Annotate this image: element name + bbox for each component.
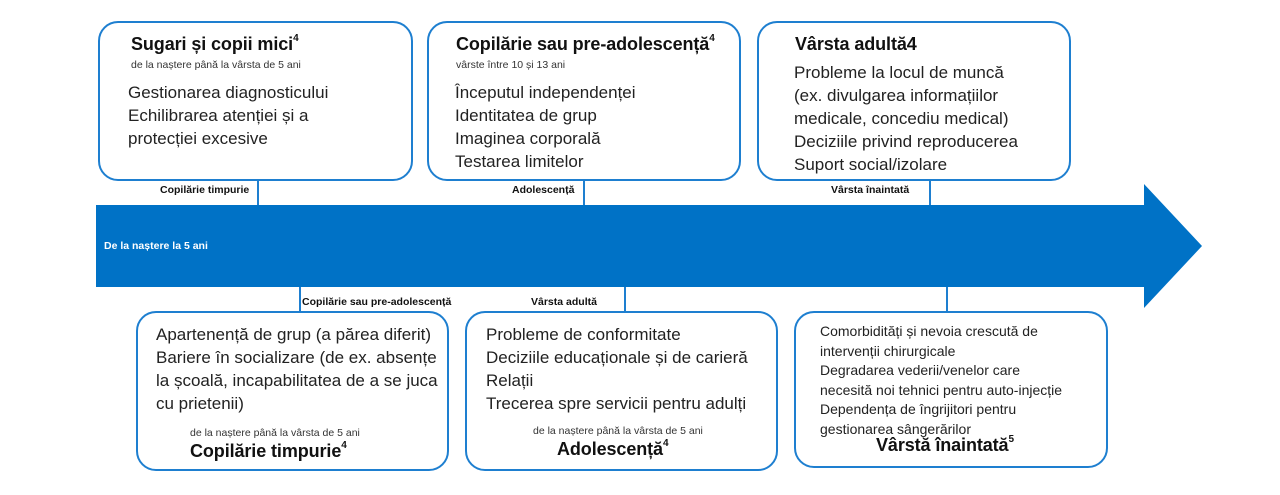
list-item: Testarea limitelor	[455, 152, 584, 171]
box-items	[820, 322, 1062, 439]
list-item: medicale, concediu medical)	[794, 109, 1009, 128]
box-items	[156, 323, 438, 415]
list-item: Bariere în socializare (de ex. absențe	[156, 348, 437, 367]
arrow-label: De la naștere la 5 ani	[104, 240, 208, 252]
box-items	[455, 81, 636, 173]
list-item: Începutul independenței	[455, 83, 636, 102]
box-subtitle: de la naștere până la vârsta de 5 ani	[190, 427, 360, 439]
box-title: Sugari și copii mici$^4$	[131, 33, 299, 54]
list-item: Apartenență de grup (a părea diferit)	[156, 325, 432, 344]
box-infants	[98, 21, 413, 181]
list-item: intervenții chirurgicale	[820, 342, 956, 359]
timeline-arrow	[96, 184, 1202, 308]
box-title: Adolescență$^4$	[557, 438, 669, 459]
box-title: Copilărie timpurie$^4$	[190, 440, 347, 461]
box-old-age	[794, 311, 1108, 468]
list-item: Suport social/izolare	[794, 155, 948, 174]
list-item: la școală, incapabilitatea de a se juca	[156, 371, 438, 390]
list-item: Deciziile privind reproducerea	[794, 132, 1018, 151]
list-item: Gestionarea diagnosticului	[128, 83, 329, 102]
connector-top-3	[929, 180, 931, 205]
list-item: Deciziile educaționale și de carieră	[486, 348, 748, 367]
label-early-childhood: Copilărie timpurie	[160, 184, 250, 196]
connector-bottom-2	[624, 287, 626, 311]
list-item: gestionarea sângerărilor	[820, 420, 971, 437]
box-items	[794, 61, 1018, 176]
box-subtitle: vârste între 10 și 13 ani	[456, 59, 566, 71]
box-title: Vârsta adultă4	[795, 34, 917, 54]
label-old-age: Vârsta înaintată	[831, 184, 910, 196]
list-item: Trecerea spre servicii pentru adulți	[486, 394, 747, 413]
box-subtitle: de la naștere până la vârsta de 5 ani	[131, 59, 301, 71]
list-item: Echilibrarea atenției și a	[128, 106, 309, 125]
label-adolescence: Adolescență	[512, 184, 575, 196]
box-adulthood	[757, 21, 1071, 181]
label-adulthood: Vârsta adultă	[531, 296, 597, 308]
list-item: protecției excesive	[128, 129, 268, 148]
box-early-childhood	[136, 311, 449, 471]
box-items	[486, 323, 748, 415]
connector-top-2	[583, 180, 585, 205]
box-subtitle: de la naștere până la vârsta de 5 ani	[533, 425, 703, 437]
connector-top-1	[257, 180, 259, 205]
list-item: Probleme de conformitate	[486, 325, 681, 344]
list-item: Imaginea corporală	[455, 129, 601, 148]
box-items	[128, 81, 328, 150]
label-preadolescence: Copilărie sau pre-adolescență	[302, 296, 452, 308]
connector-bottom-3	[946, 287, 948, 311]
list-item: Degradarea vederii/venelor care	[820, 362, 1020, 378]
box-adolescence	[465, 311, 778, 471]
connector-bottom-1	[299, 287, 301, 311]
list-item: Relații	[486, 371, 534, 390]
list-item: cu prietenii)	[156, 394, 244, 413]
list-item: Comorbidități și nevoia crescută de	[820, 323, 1038, 339]
box-preadolescence	[427, 21, 741, 181]
box-title: Copilărie sau pre-adolescență$^4$	[456, 33, 715, 54]
list-item: Probleme la locul de muncă	[794, 63, 1004, 82]
list-item: necesită noi tehnici pentru auto-injecție	[820, 381, 1063, 398]
list-item: (ex. divulgarea informațiilor	[794, 86, 999, 105]
list-item: Identitatea de grup	[455, 106, 597, 125]
box-title: Vârstă înaintată$^5$	[876, 434, 1014, 455]
list-item: Dependența de îngrijitori pentru	[820, 401, 1017, 417]
